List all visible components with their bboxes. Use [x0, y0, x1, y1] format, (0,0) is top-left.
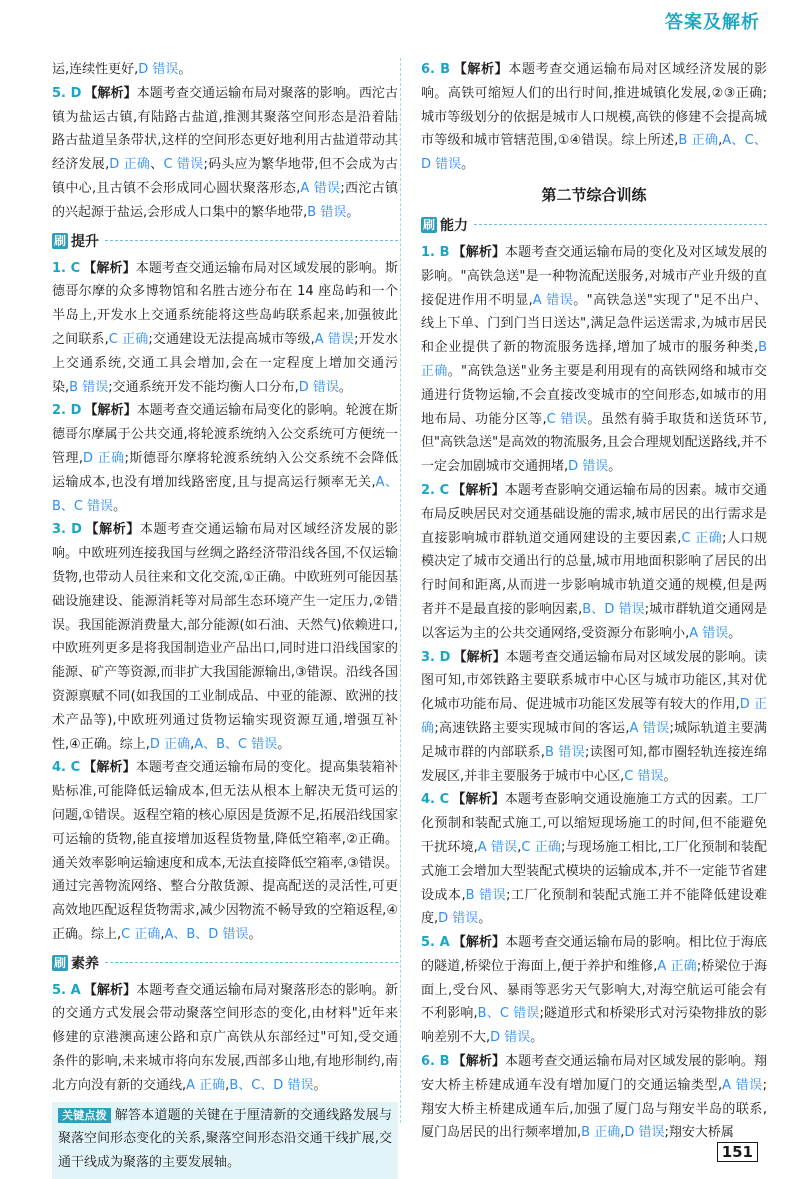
answer-verdict: C 正确: [121, 926, 161, 942]
answer-text: 。"高铁急送"业务主要是利用现有的高铁网络和城市交通进行货物运输,不会直接改变城市的空间形态,如城市的用地布局、功能分区等,: [421, 363, 767, 427]
answer-text: ;西沱古镇的兴起源于盐运,会形成人口集中的繁华地带,: [52, 180, 399, 220]
question-number: 1. C: [52, 260, 81, 276]
answer-verdict: B、C 错误: [477, 1006, 540, 1022]
answer-text: 。: [277, 736, 291, 752]
answer-verdict: A 错误: [532, 292, 574, 308]
answer-verdict: B 错误: [307, 204, 347, 220]
answer-verdict: C 正确: [681, 530, 723, 546]
answer-text: 本题考查影响交通运输布局的因素。城市交通布局反映居民对交通基础设施的需求,城市居民的出行需求是直接影响城市群轨道交通网建设的主要因素,: [421, 482, 767, 546]
answer-text: 。: [346, 204, 360, 220]
answer-text: ,: [620, 1125, 625, 1141]
answer-verdict: A、B、D 错误: [164, 926, 249, 942]
answer-text: ;工厂化预制和装配式施工并不能降低建设难度,: [421, 887, 767, 927]
answer-verdict: A、C、D 错误: [421, 133, 767, 173]
section-label: 能力: [440, 217, 468, 234]
answer-verdict: D 错误: [298, 379, 339, 395]
answer-text: 。: [178, 62, 192, 77]
answer-text: ,: [718, 133, 723, 149]
answer-r3: [421, 646, 767, 789]
analysis-tag: 【解析】: [84, 85, 137, 101]
answer-text: 本题考查交通运输布局的变化。提高集装箱补贴标准,可能降低运输成本,但无法从根本上解决无货可运的问题,①错误。返程空箱的核心原因是货源不足,拓展沿线国家可运输的货物,能直接增加返程货物量,降低空箱率,②正确。通关效率影响运输速度和成本,无法直接降低空箱率,③错误。通过完善物流网络、整合分散货源、提高配送的灵活性,可更高效地匹配返程货物需求,减少因物流不畅导致的空箱返程,④正确。综上,: [52, 760, 398, 942]
analysis-tag: 【解析】: [452, 935, 506, 951]
answer-verdict: B 正确: [581, 1125, 621, 1141]
answer-text: ,: [190, 736, 195, 752]
section-label: 提升: [71, 233, 99, 250]
answer-text: ;桥梁位于海面上,受台风、暴雨等恶劣天气影响大,对海空航运可能会有不利影响,: [421, 958, 767, 1022]
answer-text: ;人口规模决定了城市交通出行的总量,城市用地面积影响了居民的出行时间和距离,从而进一步影响城市轨道交通的规模,但是两者并不是最直接的影响因素,: [421, 530, 767, 617]
answer-verdict: C 正确: [108, 331, 149, 347]
answer-verdict: C 错误: [546, 411, 588, 427]
answer-text: ;码头应为繁华地带,但不会成为古镇中心,且古镇不会形成同心圆状聚落形态,: [52, 157, 398, 196]
answer-text: 。: [530, 1030, 544, 1046]
answer-1: [52, 257, 398, 400]
answer-text: ;斯德哥尔摩将轮渡系统纳入公交系统不会降低运输成本,也没有增加线路密度,且与提高运行频率无关,: [52, 450, 398, 490]
answer-text: 。: [663, 768, 677, 784]
section-header-nengli: [421, 213, 767, 237]
analysis-tag: 【解析】: [84, 403, 137, 419]
question-number: 3. D: [52, 522, 82, 538]
left-intro: [52, 58, 398, 82]
question-number: 2. C: [421, 482, 450, 498]
answer-verdict: B 错误: [545, 744, 586, 760]
answer-text: 本题考查交通运输布局对区域经济发展的影响。中欧班列连接我国与丝绸之路经济带沿线各国,不仅运输货物,也带动人员往来和文化交流,①正确。中欧班列可能因基础设施建设、能源消耗等对局部生态环境产生一定压力,②错误。我国能源消费量大,部分能源(如石油、天然气)依赖进口,中欧班列更多是将我国制造业产品出口,同时进口沿线国家的能源、矿产等资源,而非扩大我国能源输出,③错误。沿线各国资源禀赋不同(如我国的工业制成品、中亚的能源、欧洲的技术产品等),中欧班列通过货物运输实现资源互通,增强互补性,④正确。综上,: [52, 522, 398, 752]
answer-verdict: A 错误: [629, 720, 670, 736]
answer-verdict: D 正确: [421, 697, 767, 736]
answer-3: [52, 518, 398, 756]
section-rule: [105, 962, 398, 963]
answer-text: ;翔安大桥属: [664, 1125, 734, 1141]
answer-text: ;城市群轨道交通网是以客运为主的公共交通网络,受资源分布影响小,: [421, 601, 767, 641]
question-number: 6. B: [421, 1054, 450, 1070]
answer-text: 。: [478, 911, 492, 927]
key-point-text: 解答本道题的关键在于厘清新的交通线路发展与聚落空间形态变化的关系,聚落空间形态沿交通干线扩展,交通干线成为聚落的主要发展轴。: [58, 1107, 392, 1171]
answer-5: [52, 979, 398, 1098]
answer-text: 本题考查交通运输布局对聚落形态的影响。新的交通方式发展会带动聚落空间形态的变化,由材料"近年来修建的京港澳高速公路和京广高铁从东部经过"可知,受交通条件的影响,未来城市将向东发展,西部多山地,有地形制约,南北方向没有新的交通线,: [52, 982, 398, 1093]
answer-text: 本题考查影响交通设施施工方式的因素。工厂化预制和装配式施工,可以缩短现场施工的时间,但不能避免干扰环境,: [421, 792, 767, 855]
answer-verdict: B 错误: [69, 379, 109, 395]
answer-5-top: [52, 82, 398, 225]
answer-text: 。: [461, 157, 475, 173]
answer-verdict: B、C、D 错误: [229, 1077, 314, 1093]
question-number: 4. C: [52, 760, 81, 776]
section-rule: [474, 224, 767, 225]
question-number: 4. C: [421, 792, 450, 808]
answer-text: ;隧道形式和桥梁形式对污染物排放的影响差别不大,: [421, 1006, 767, 1046]
answer-text: 本题考查交通运输布局对区域发展的影响。读图可知,市郊铁路主要联系城市中心区与城市功能区,其对优化城市功能布局、促进城市功能区发展等有较大的作用,: [421, 649, 767, 713]
analysis-tag: 【解析】: [453, 649, 506, 665]
answer-verdict: B 正确: [678, 133, 719, 149]
answer-verdict: B、D 错误: [582, 601, 645, 617]
answer-verdict: C 错误: [163, 157, 204, 173]
answer-text: ;城际轨道主要满足城市群的内部联系,: [421, 720, 767, 760]
answer-verdict: D 正确: [149, 736, 191, 752]
answer-verdict: D 错误: [568, 459, 609, 475]
answer-text: 。: [113, 498, 127, 514]
answer-text: ;与现场施工相比,工厂化预制和装配式施工会增加大型装配式模块的运输成本,并不一定能节省建设成本,: [421, 839, 767, 903]
analysis-tag: 【解析】: [453, 62, 509, 77]
section-label: 素养: [71, 955, 99, 972]
answer-verdict: C 正确: [521, 839, 562, 855]
analysis-tag: 【解析】: [83, 260, 136, 276]
answer-text: ;开发水上交通系统,交通工具会增加,会在一定程度上增加交通污染,: [52, 331, 398, 395]
answer-r5: [421, 931, 767, 1050]
answer-text: 、: [150, 157, 164, 173]
answer-text: 。: [313, 1077, 327, 1093]
answer-text: ,: [225, 1077, 230, 1093]
answer-verdict: C 错误: [624, 768, 664, 784]
question-number: 2. D: [52, 403, 82, 419]
answer-verdict: A 错误: [300, 180, 341, 196]
answer-verdict: A 错误: [314, 331, 355, 347]
analysis-tag: 【解析】: [452, 244, 506, 260]
section-badge-icon: 刷: [53, 955, 66, 970]
answer-text: ,: [160, 926, 165, 942]
question-number: 3. D: [421, 649, 451, 665]
question-number: 5. A: [52, 982, 81, 998]
section-header-tisheng: [52, 229, 398, 253]
answer-text: 本题考查交通运输布局对聚落的影响。西沱古镇为盐运古镇,有陆路古盐道,推测其聚落空间形态是沿着陆路古盐道呈条带状,这样的空间形态更好地利用古盐道带动其经济发展,: [52, 85, 398, 173]
analysis-tag: 【解析】: [83, 982, 137, 998]
section-badge-icon: 刷: [422, 217, 435, 232]
answer-text: 。: [248, 926, 262, 942]
answer-text: 。: [728, 625, 742, 641]
answer-text: 本题考查交通运输布局变化的影响。轮渡在斯德哥尔摩属于公共交通,将轮渡系统纳入公交系统可方便统一管理,: [52, 403, 398, 466]
question-number: 5. A: [421, 935, 450, 951]
column-divider: [400, 58, 401, 1123]
answer-r2: [421, 479, 767, 646]
section-rule: [105, 240, 398, 241]
answer-text: ;翔安大桥主桥建成通车后,加强了厦门岛与翔安半岛的联系,厦门岛居民的出行频率增加,: [421, 1077, 767, 1141]
left-column: [52, 58, 398, 1179]
analysis-tag: 【解析】: [452, 482, 505, 498]
answer-text: 本题考查交通运输布局对区域经济发展的影响。高铁可缩短人们的出行时间,推进城镇化发展,②③正确;城市等级划分的依据是城市人口规模,高铁的修建不会提高城市等级和城市管辖范围,①④错误。综上所述,: [421, 62, 767, 149]
question-number: 6. B: [421, 62, 451, 77]
answer-verdict: D 正确: [109, 157, 151, 173]
answer-text: 运,连续性更好,: [52, 62, 139, 77]
analysis-tag: 【解析】: [452, 1054, 506, 1070]
right-column: [421, 58, 767, 1145]
analysis-tag: 【解析】: [83, 760, 136, 776]
section-title: 第二节综合训练: [541, 185, 647, 204]
question-number: 5. D: [52, 85, 82, 101]
answer-6-top: [421, 58, 767, 177]
page-header-title: 答案及解析: [665, 12, 760, 33]
answer-text: 。: [338, 379, 352, 395]
section-header-suyang: [52, 951, 398, 975]
answer-r6: [421, 1050, 767, 1145]
answer-verdict: A 错误: [477, 839, 518, 855]
key-point-box: [52, 1102, 398, 1179]
answer-verdict: A 正确: [657, 958, 697, 974]
answer-verdict: D 错误: [490, 1030, 531, 1046]
answer-text: ;读图可知,都市圈轻轨连接连绵发展区,并非主要服务于城市中心区,: [421, 744, 767, 784]
answer-verdict: D 错误: [138, 62, 179, 77]
answer-text: 。虽然有骑手取货和送货环节,但"高铁急送"是高效的物流服务,且会合理规划配送路线,并不一定会加剧城市交通拥堵,: [421, 411, 767, 475]
page-number: 151: [717, 1142, 758, 1162]
answer-verdict: A 正确: [186, 1077, 226, 1093]
answer-r1: [421, 241, 767, 479]
answer-text: ;交通系统开发不能均衡人口分布,: [108, 379, 299, 395]
analysis-tag: 【解析】: [84, 522, 140, 538]
answer-verdict: A、B、C 错误: [194, 736, 278, 752]
answer-verdict: A 错误: [689, 625, 729, 641]
answer-text: 本题考查交通运输布局对区域发展的影响。斯德哥尔摩的众多博物馆和名胜古迹分布在 14 座岛屿和一个半岛上,开发水上交通系统能将这些岛屿联系起来,加强彼此之间联系,: [52, 260, 398, 347]
answer-verdict: B 正确: [421, 340, 767, 379]
answer-text: ;交通建设无法提高城市等级,: [148, 331, 315, 347]
answer-verdict: B 错误: [465, 887, 507, 903]
answer-verdict: A 错误: [722, 1077, 763, 1093]
answer-text: ;高速铁路主要实现城市间的客运,: [434, 720, 630, 736]
answer-verdict: D 错误: [624, 1125, 665, 1141]
answer-r4: [421, 788, 767, 931]
section-badge-icon: 刷: [53, 233, 66, 248]
answer-text: 本题考查交通运输布局的影响。相比位于海底的隧道,桥梁位于海面上,便于养护和维修,: [421, 935, 767, 974]
answer-2: [52, 399, 398, 518]
question-number: 1. B: [421, 244, 450, 260]
answer-text: 。"高铁急送"实现了"足不出户、线上下单、门到门当日送达",满足急件运送需求,为城市居民和企业提供了新的物流服务选择,增加了城市的服务种类,: [421, 292, 767, 356]
answer-verdict: D 正确: [83, 450, 125, 466]
answer-verdict: D 错误: [438, 911, 479, 927]
answer-text: ,: [517, 839, 522, 855]
key-point-label: 关键点拨: [58, 1108, 111, 1123]
answer-4: [52, 756, 398, 946]
answer-text: 本题考查交通运输布局对区域发展的影响。翔安大桥主桥建成通车没有增加厦门的交通运输类型,: [421, 1054, 767, 1093]
analysis-tag: 【解析】: [452, 792, 505, 808]
answer-text: 。: [608, 459, 622, 475]
answer-verdict: A、B、C 错误: [52, 474, 398, 514]
answer-text: 本题考查交通运输布局的变化及对区域发展的影响。"高铁急送"是一种物流配送服务,对城市产业升级的直接促进作用不明显,: [421, 244, 767, 308]
